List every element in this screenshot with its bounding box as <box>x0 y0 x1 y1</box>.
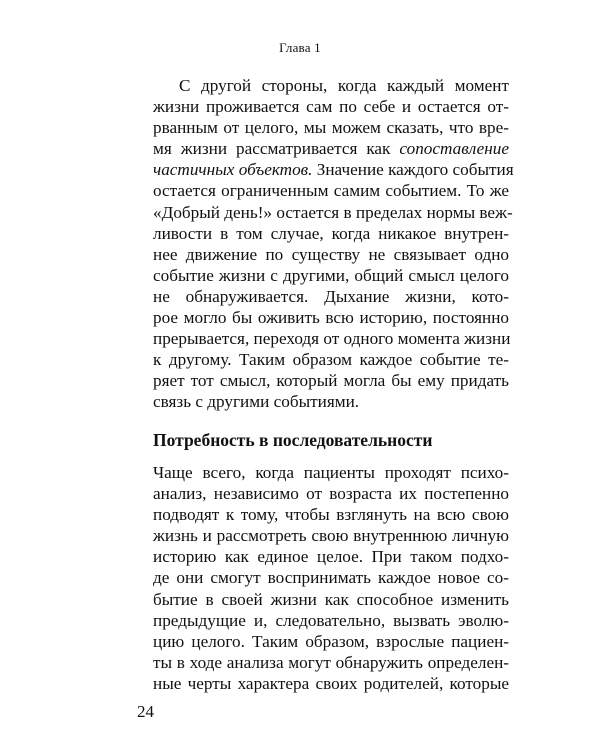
italic-term: частичных объектов. <box>153 160 313 180</box>
italic-term: сопоставление <box>399 139 509 159</box>
text-line: жизнь и рассмотреть свою внутреннюю личную <box>153 526 509 546</box>
text-line: ряет тот смысл, который могла бы ему придать <box>153 371 509 391</box>
text-line <box>153 159 514 180</box>
page-number: 24 <box>137 702 154 721</box>
text-segment: мя жизни рассматривается как <box>153 139 400 159</box>
text-line: нее движение по существу не связывает одно <box>153 244 509 264</box>
text-line: бытие в своей жизни как способное изменить <box>153 589 509 609</box>
body-paragraph-2 <box>153 462 509 694</box>
text-segment: Значение каждого события <box>312 160 514 180</box>
text-line: ливости в том случае, когда никакое внутрен- <box>153 223 509 243</box>
text-line <box>153 138 509 159</box>
text-line: событие жизни с другими, общий смысл целого <box>153 265 509 285</box>
text-line: ты в ходе анализа могут обнаружить определен- <box>153 652 509 672</box>
running-header: Глава 1 <box>279 40 321 55</box>
text-line: предыдущие и, следовательно, вызвать эволю- <box>153 610 509 630</box>
text-line: жизни проживается сам по себе и остается от- <box>153 97 509 117</box>
text-line: Чаще всего, когда пациенты проходят психо- <box>153 463 509 482</box>
text-line: анализ, независимо от возраста их постепенно <box>153 484 509 504</box>
text-line: к другому. Таким образом каждое событие те- <box>153 350 509 370</box>
text-line: «Добрый день!» остается в пределах нормы веж- <box>153 202 513 222</box>
body-paragraph-1 <box>153 75 514 413</box>
text-line: рванным от целого, мы можем сказать, что вре- <box>153 118 509 138</box>
text-line: прерывается, переходя от одного момента жизни <box>153 329 511 349</box>
text-line: историю как единое целое. При таком подхо- <box>153 547 509 567</box>
text-line: де они смогут воспринимать каждое новое со- <box>153 568 509 588</box>
text-line: не обнаруживается. Дыхание жизни, кото- <box>153 286 509 306</box>
text-line: ные черты характера своих родителей, которые <box>153 673 509 693</box>
text-line: связь с другими событиями. <box>153 392 360 412</box>
section-heading: Потребность в последовательности <box>153 430 433 450</box>
text-line: цию целого. Таким образом, взрослые пациен- <box>153 631 509 651</box>
text-line: подводят к тому, чтобы взглянуть на всю свою <box>153 505 509 525</box>
text-line: рое могло бы оживить всю историю, постоянно <box>153 308 509 328</box>
text-line: остается ограниченным самим событием. То же <box>153 181 509 201</box>
text-line: С другой стороны, когда каждый момент <box>179 76 509 95</box>
